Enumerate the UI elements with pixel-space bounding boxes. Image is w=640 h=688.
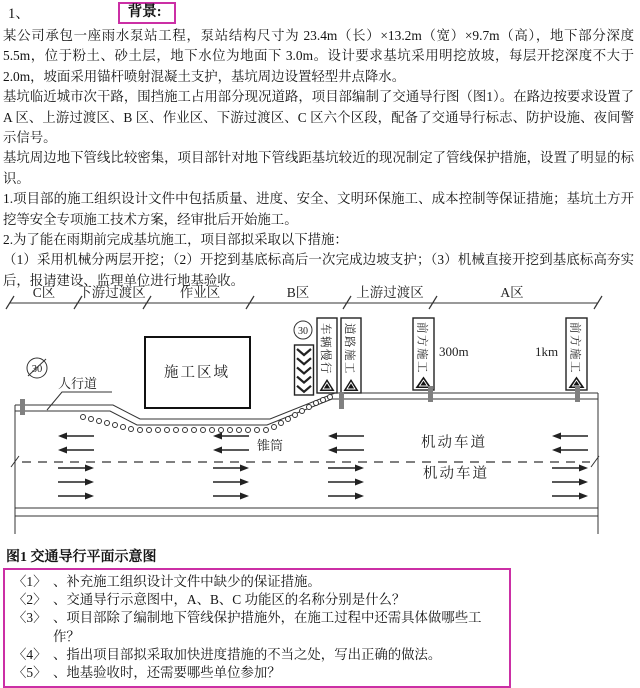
sign-road-construction [341, 318, 361, 393]
zone-label-a: A区 [500, 285, 524, 300]
question-4 [13, 646, 505, 664]
curb-line-inner [15, 399, 598, 425]
curb-marker [575, 386, 580, 402]
paragraph-item2: 2.为了能在雨期前完成基坑施工，项目部拟采取以下措施： [3, 232, 348, 248]
curb-marker [20, 399, 25, 415]
westbound-arrows [58, 433, 588, 454]
traffic-diversion-diagram [0, 284, 640, 546]
sign-slow-down [317, 318, 337, 393]
chevron-board-sign [295, 345, 314, 395]
paragraph-pipelines: 基坑周边地下管线比较密集，项目部针对地下管线距基坑较近的现况制定了管线保护措施，设置了明显的标识。 [3, 150, 634, 186]
sign-construction-ahead-300m [413, 318, 434, 390]
lower-lane-label: 机动车道 [423, 466, 489, 482]
svg-text:施工区域: 施工区域 [164, 365, 230, 381]
section-title: 背景: [118, 2, 176, 24]
sign-construction-ahead-1km [566, 318, 587, 390]
figure-caption: 图1 交通导行平面示意图 [6, 550, 157, 565]
svg-text:30: 30 [298, 326, 308, 337]
zone-label-c: C区 [32, 285, 56, 300]
question-number: 〈1〉 [13, 574, 47, 589]
question-3 [13, 609, 505, 645]
question-1 [13, 573, 505, 591]
paragraph-measures: （1）采用机械分两层开挖；（2）开挖到基底标高后一次完成边坡支护；（3）机械直接开挖到基底标高夯实后，报请建设、监理单位进行地基验收。 [3, 252, 634, 288]
svg-text:30: 30 [31, 364, 43, 375]
zone-label-work: 作业区 [179, 285, 221, 300]
zone-label-b: B区 [286, 285, 310, 300]
svg-text:道路施工: 道路施工 [343, 323, 355, 375]
question-text: 、项目部除了编制地下管线保护措施外，在施工过程中还需具体做哪些工作？ [53, 610, 482, 644]
cone-label: 锥筒 [257, 438, 284, 453]
question-number: 〈5〉 [13, 665, 47, 681]
question-2 [13, 591, 505, 609]
question-text: 、补充施工组织设计文件中缺少的保证措施。 [53, 574, 321, 589]
question-text: 、交通导行示意图中，A、B、C 功能区的名称分别是什么？ [53, 592, 406, 608]
question-text: 、地基验收时，还需要哪些单位参加？ [53, 665, 281, 681]
background-paragraphs [3, 26, 634, 292]
item-number: 1、 [8, 6, 30, 22]
question-number: 〈3〉 [13, 610, 47, 626]
curb-marker [428, 386, 433, 402]
paragraph-traffic: 基坑临近城市次干路，围挡施工占用部分现况道路，项目部编制了交通导行图（图1）。在路边按要求设置了 A 区、上游过渡区、B 区、作业区、下游过渡区、C 区六个区段，配备了交通导行标志、防护设施、夜间警示信号。 [3, 89, 634, 146]
distance-1km: 1km [535, 344, 559, 359]
document-text [0, 0, 636, 292]
speed-limit-sign [294, 321, 312, 339]
paragraph-project: 某公司承包一座雨水泵站工程，泵站结构尺寸为 23.4m（长）×13.2m（宽）×9.7m（高），地下部分深度 5.5m，位于粉土、砂土层，地下水位为地面下 3.0m。设计要求基坑采用明挖放坡，每层开挖深度不大于 2.0m，坡面采用锚杆喷射混凝土支护，基坑周边设置轻型井点降水。 [3, 28, 634, 84]
svg-text:前方施工: 前方施工 [568, 322, 581, 374]
question-number: 〈2〉 [13, 592, 47, 608]
questions-box [3, 568, 511, 688]
question-number: 〈4〉 [13, 646, 47, 662]
distance-300m: 300m [439, 344, 469, 359]
svg-text:车辆慢行: 车辆慢行 [319, 323, 331, 375]
curb-marker [339, 392, 344, 409]
zone-label-downstream: 下游过渡区 [78, 285, 146, 300]
zone-label-upstream: 上游过渡区 [356, 285, 424, 300]
construction-area [145, 337, 250, 408]
svg-text:人行道: 人行道 [58, 376, 98, 391]
upper-lane-label: 机动车道 [421, 435, 487, 451]
svg-text:前方施工: 前方施工 [415, 322, 428, 374]
question-text: 、指出项目部拟采取加快进度措施的不当之处，写出正确的做法。 [53, 646, 442, 662]
speed-limit-end-sign [27, 358, 47, 378]
header-row [3, 2, 634, 26]
eastbound-arrows [58, 465, 588, 500]
paragraph-item1: 1.项目部的施工组织设计文件中包括质量、进度、安全、文明环保施工、成本控制等保证措施；基坑土方开挖等安全专项施工技术方案，经审批后开始施工。 [3, 191, 634, 227]
